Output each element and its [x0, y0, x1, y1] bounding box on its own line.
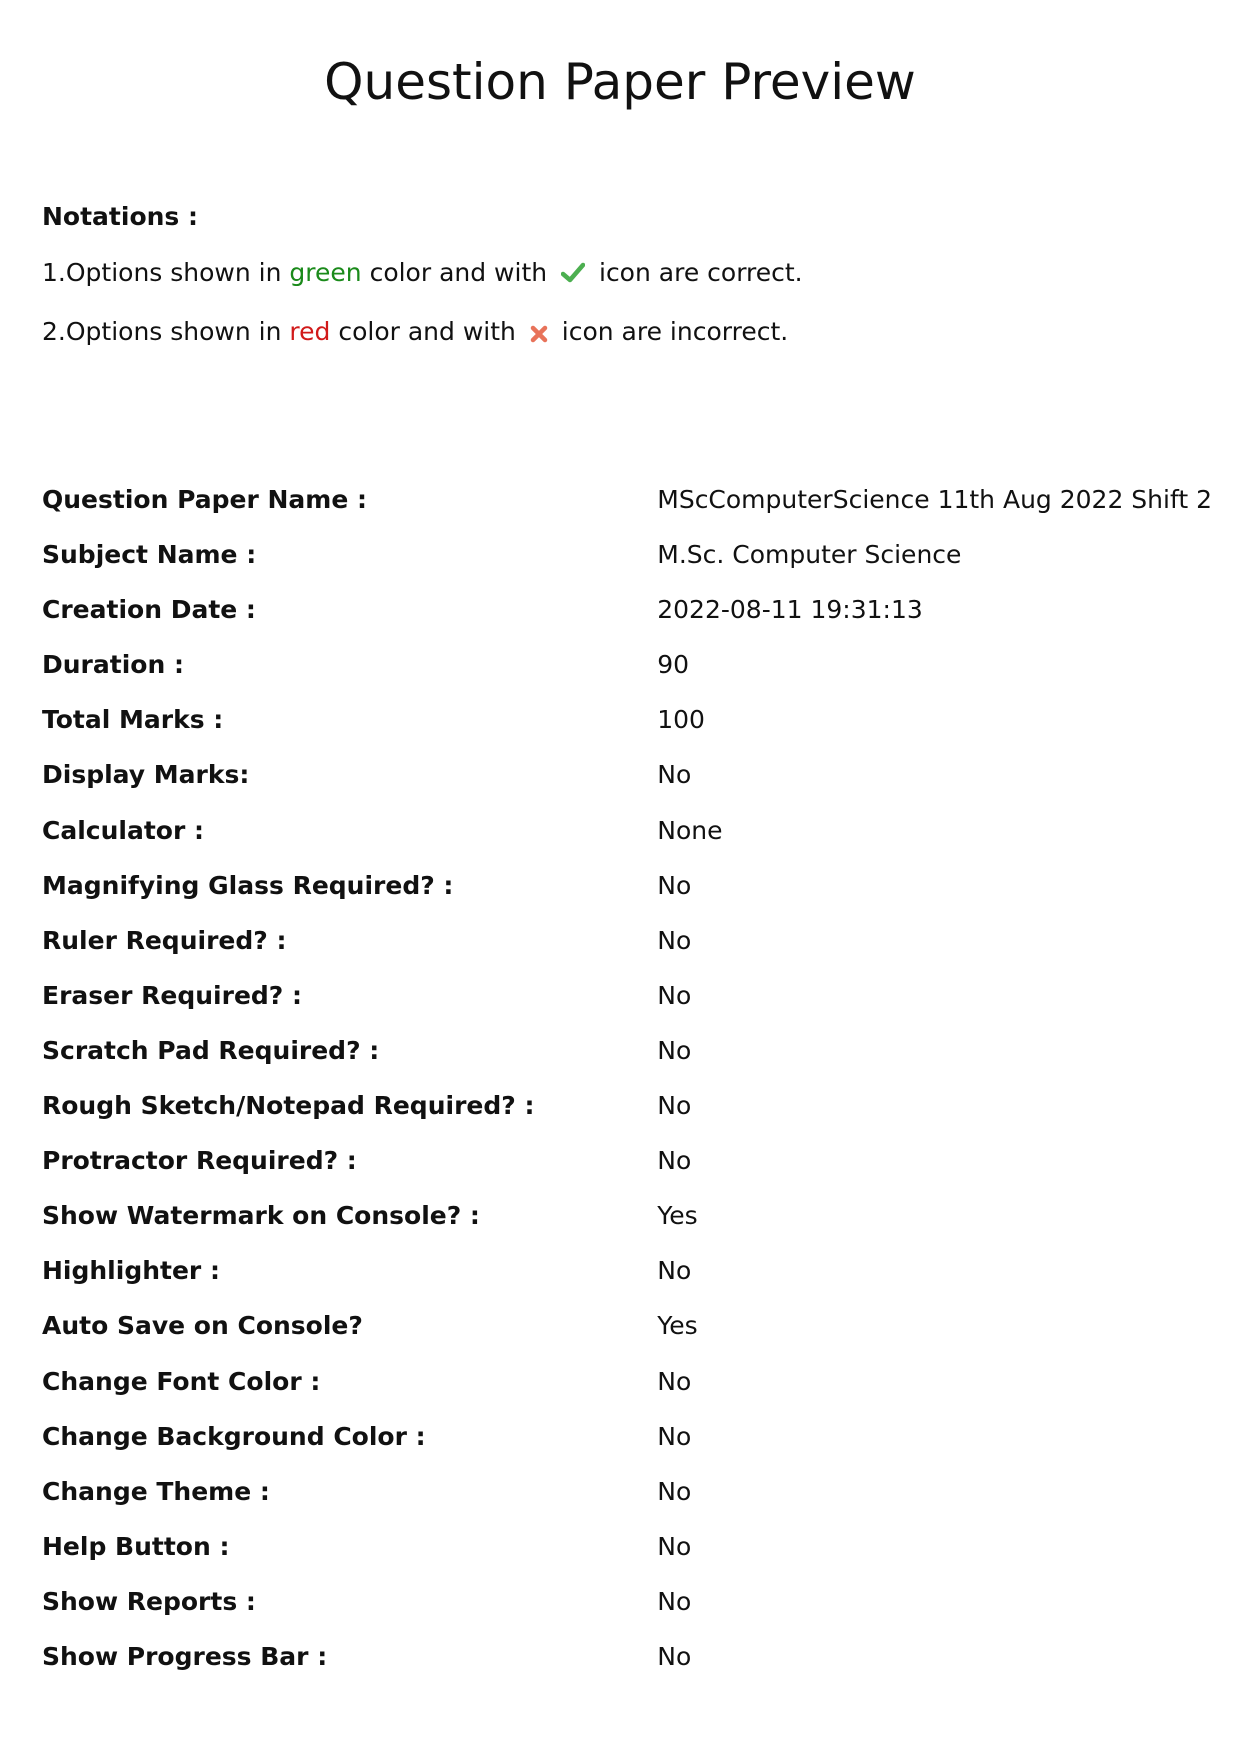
- detail-row: [42, 1256, 1212, 1311]
- paper-details-table: [42, 485, 1212, 1697]
- notation-incorrect-color-word: red: [289, 317, 331, 346]
- detail-row: [42, 1532, 1212, 1587]
- detail-row: [42, 1587, 1212, 1642]
- detail-row: [42, 1642, 1212, 1697]
- notation-correct-color-word: green: [289, 258, 362, 287]
- detail-row: [42, 1146, 1212, 1201]
- detail-label: Duration :: [42, 650, 184, 680]
- detail-value: Yes: [657, 1311, 698, 1341]
- detail-value: No: [657, 1531, 692, 1561]
- detail-label: Change Font Color :: [42, 1366, 321, 1396]
- page-title: Question Paper Preview: [324, 53, 916, 111]
- detail-value: No: [657, 1366, 692, 1396]
- detail-row: [42, 1367, 1212, 1422]
- notation-incorrect-suffix: icon are incorrect.: [553, 317, 789, 346]
- check-icon: [561, 261, 585, 291]
- detail-row: [42, 1091, 1212, 1146]
- detail-row: [42, 1036, 1212, 1091]
- detail-label: Highlighter :: [42, 1256, 220, 1286]
- detail-label: Magnifying Glass Required? :: [42, 870, 454, 900]
- detail-value: No: [657, 1035, 692, 1065]
- detail-value: 2022-08-11 19:31:13: [657, 595, 923, 625]
- detail-label: Auto Save on Console?: [42, 1311, 363, 1341]
- detail-row: [42, 926, 1212, 981]
- detail-row: [42, 1201, 1212, 1256]
- detail-label: Rough Sketch/Notepad Required? :: [42, 1091, 535, 1121]
- detail-row: [42, 981, 1212, 1036]
- detail-row: [42, 540, 1212, 595]
- detail-value: None: [657, 815, 723, 845]
- detail-value: No: [657, 1256, 692, 1286]
- cross-icon: [530, 320, 548, 350]
- detail-label: Calculator :: [42, 815, 204, 845]
- detail-label: Show Progress Bar :: [42, 1641, 328, 1671]
- detail-value: No: [657, 1091, 692, 1121]
- detail-row: [42, 1311, 1212, 1366]
- detail-value: No: [657, 870, 692, 900]
- detail-label: Help Button :: [42, 1531, 230, 1561]
- detail-value: No: [657, 925, 692, 955]
- detail-label: Show Watermark on Console? :: [42, 1201, 480, 1231]
- detail-row: [42, 1422, 1212, 1477]
- detail-row: [42, 816, 1212, 871]
- detail-label: Display Marks:: [42, 760, 250, 790]
- notations-heading: Notations :: [42, 202, 198, 231]
- detail-value: No: [657, 1641, 692, 1671]
- notation-correct-middle: color and with: [361, 258, 556, 287]
- detail-value: No: [657, 1146, 692, 1176]
- detail-label: Total Marks :: [42, 705, 224, 735]
- detail-label: Question Paper Name :: [42, 485, 367, 514]
- detail-label: Protractor Required? :: [42, 1146, 357, 1176]
- detail-value: M.Sc. Computer Science: [657, 540, 962, 570]
- detail-value: No: [657, 980, 692, 1010]
- notation-incorrect-middle: color and with: [330, 317, 524, 346]
- detail-label: Ruler Required? :: [42, 925, 287, 955]
- notation-correct-prefix: 1.Options shown in: [42, 258, 290, 287]
- detail-value: No: [657, 1476, 692, 1506]
- detail-row: [42, 705, 1212, 760]
- detail-value: No: [657, 1586, 692, 1616]
- detail-value: No: [657, 760, 692, 790]
- detail-label: Eraser Required? :: [42, 980, 302, 1010]
- detail-row: [42, 871, 1212, 926]
- detail-row: [42, 1477, 1212, 1532]
- detail-value: Yes: [657, 1201, 698, 1231]
- detail-label: Subject Name :: [42, 540, 257, 570]
- detail-value: 90: [657, 650, 690, 680]
- detail-value: 100: [657, 705, 705, 735]
- detail-value: MScComputerScience 11th Aug 2022 Shift 2: [657, 485, 1212, 514]
- notations-section: [42, 202, 1192, 376]
- detail-label: Scratch Pad Required? :: [42, 1035, 380, 1065]
- detail-label: Change Theme :: [42, 1476, 270, 1506]
- detail-row: [42, 485, 1212, 540]
- detail-label: Creation Date :: [42, 595, 256, 625]
- detail-row: [42, 650, 1212, 705]
- notation-incorrect-prefix: 2.Options shown in: [42, 317, 290, 346]
- notation-correct: [42, 258, 1192, 291]
- detail-value: No: [657, 1421, 692, 1451]
- detail-label: Show Reports :: [42, 1586, 256, 1616]
- detail-row: [42, 595, 1212, 650]
- paper-details-body: [42, 485, 1212, 1697]
- notation-correct-suffix: icon are correct.: [591, 258, 803, 287]
- notation-incorrect: [42, 317, 1192, 350]
- detail-row: [42, 760, 1212, 815]
- detail-label: Change Background Color :: [42, 1421, 426, 1451]
